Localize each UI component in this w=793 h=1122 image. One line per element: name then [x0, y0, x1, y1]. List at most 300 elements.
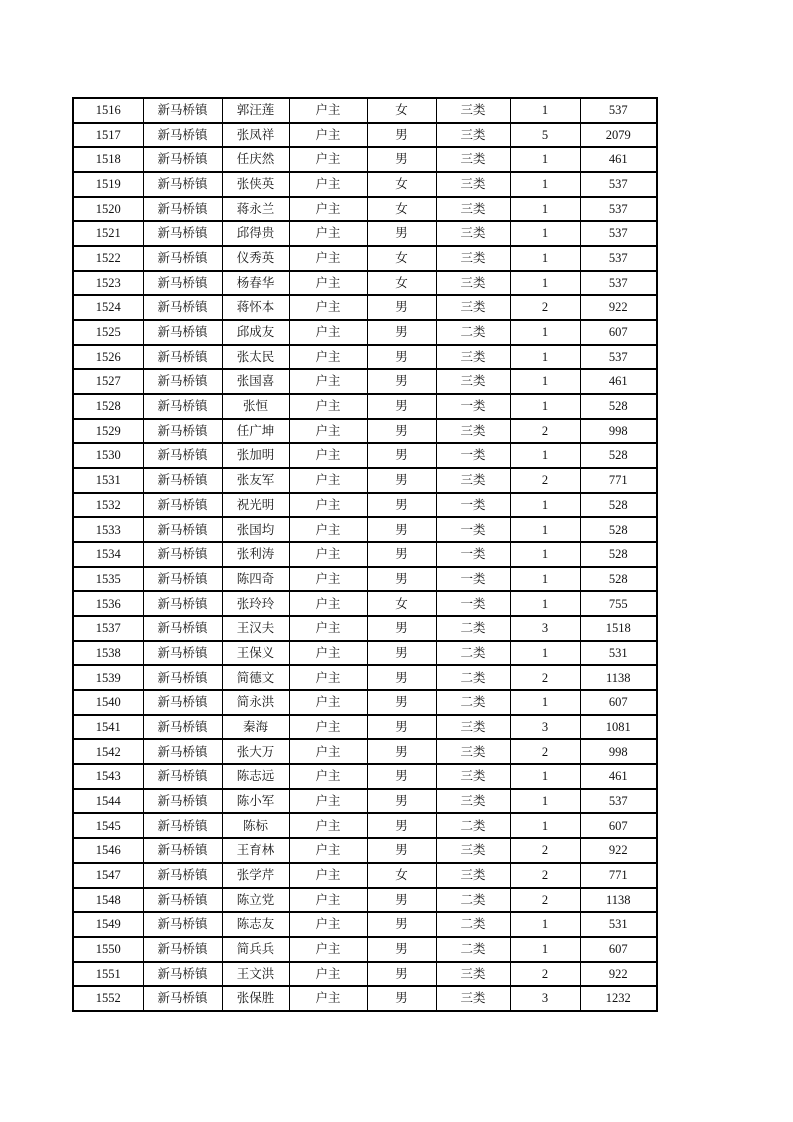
cell-count: 1 [510, 937, 580, 962]
cell-gender: 男 [367, 147, 436, 172]
cell-amount: 1081 [580, 715, 657, 740]
cell-category: 三类 [436, 369, 510, 394]
cell-amount: 771 [580, 863, 657, 888]
cell-town: 新马桥镇 [143, 912, 222, 937]
cell-town: 新马桥镇 [143, 937, 222, 962]
cell-name: 张玲玲 [222, 591, 289, 616]
cell-town: 新马桥镇 [143, 739, 222, 764]
cell-serial: 1529 [73, 419, 143, 444]
cell-gender: 男 [367, 542, 436, 567]
cell-name: 任广坤 [222, 419, 289, 444]
cell-relation: 户主 [289, 197, 367, 222]
cell-town: 新马桥镇 [143, 246, 222, 271]
cell-category: 三类 [436, 863, 510, 888]
cell-category: 三类 [436, 271, 510, 296]
cell-gender: 男 [367, 419, 436, 444]
cell-relation: 户主 [289, 616, 367, 641]
cell-serial: 1530 [73, 443, 143, 468]
cell-category: 三类 [436, 986, 510, 1011]
table-row [73, 147, 657, 172]
cell-category: 二类 [436, 665, 510, 690]
table-row [73, 443, 657, 468]
cell-count: 1 [510, 271, 580, 296]
cell-serial: 1535 [73, 567, 143, 592]
cell-category: 三类 [436, 468, 510, 493]
cell-gender: 男 [367, 517, 436, 542]
cell-serial: 1526 [73, 345, 143, 370]
cell-category: 二类 [436, 813, 510, 838]
cell-town: 新马桥镇 [143, 962, 222, 987]
cell-serial: 1527 [73, 369, 143, 394]
cell-amount: 461 [580, 764, 657, 789]
cell-relation: 户主 [289, 493, 367, 518]
cell-relation: 户主 [289, 665, 367, 690]
cell-name: 王保义 [222, 641, 289, 666]
cell-amount: 755 [580, 591, 657, 616]
cell-relation: 户主 [289, 320, 367, 345]
cell-category: 三类 [436, 962, 510, 987]
cell-serial: 1522 [73, 246, 143, 271]
cell-relation: 户主 [289, 912, 367, 937]
cell-amount: 1138 [580, 665, 657, 690]
cell-serial: 1545 [73, 813, 143, 838]
cell-relation: 户主 [289, 147, 367, 172]
cell-serial: 1517 [73, 123, 143, 148]
cell-category: 三类 [436, 246, 510, 271]
cell-category: 三类 [436, 739, 510, 764]
cell-gender: 男 [367, 986, 436, 1011]
table-row [73, 493, 657, 518]
cell-category: 三类 [436, 715, 510, 740]
cell-category: 一类 [436, 493, 510, 518]
cell-category: 一类 [436, 567, 510, 592]
cell-name: 张利涛 [222, 542, 289, 567]
cell-town: 新马桥镇 [143, 517, 222, 542]
table-row [73, 715, 657, 740]
cell-relation: 户主 [289, 468, 367, 493]
cell-serial: 1532 [73, 493, 143, 518]
cell-serial: 1539 [73, 665, 143, 690]
cell-name: 简永洪 [222, 690, 289, 715]
cell-gender: 男 [367, 912, 436, 937]
table-row [73, 863, 657, 888]
cell-amount: 537 [580, 271, 657, 296]
table-row [73, 369, 657, 394]
cell-name: 张大万 [222, 739, 289, 764]
cell-town: 新马桥镇 [143, 789, 222, 814]
cell-serial: 1544 [73, 789, 143, 814]
cell-name: 任庆然 [222, 147, 289, 172]
cell-gender: 男 [367, 295, 436, 320]
cell-amount: 528 [580, 443, 657, 468]
cell-town: 新马桥镇 [143, 419, 222, 444]
cell-count: 1 [510, 345, 580, 370]
household-table-body [73, 98, 657, 1011]
cell-category: 三类 [436, 98, 510, 123]
cell-gender: 女 [367, 863, 436, 888]
cell-town: 新马桥镇 [143, 690, 222, 715]
cell-relation: 户主 [289, 715, 367, 740]
cell-town: 新马桥镇 [143, 394, 222, 419]
cell-serial: 1523 [73, 271, 143, 296]
cell-category: 三类 [436, 838, 510, 863]
cell-gender: 男 [367, 567, 436, 592]
table-row [73, 320, 657, 345]
cell-count: 1 [510, 641, 580, 666]
cell-name: 杨春华 [222, 271, 289, 296]
cell-relation: 户主 [289, 172, 367, 197]
cell-amount: 531 [580, 912, 657, 937]
cell-name: 简兵兵 [222, 937, 289, 962]
cell-gender: 男 [367, 221, 436, 246]
cell-amount: 537 [580, 345, 657, 370]
cell-amount: 607 [580, 937, 657, 962]
cell-category: 二类 [436, 320, 510, 345]
cell-amount: 537 [580, 98, 657, 123]
cell-gender: 女 [367, 271, 436, 296]
cell-amount: 537 [580, 246, 657, 271]
cell-town: 新马桥镇 [143, 147, 222, 172]
cell-relation: 户主 [289, 542, 367, 567]
cell-count: 1 [510, 172, 580, 197]
cell-gender: 女 [367, 98, 436, 123]
cell-name: 陈志友 [222, 912, 289, 937]
cell-name: 张友军 [222, 468, 289, 493]
cell-relation: 户主 [289, 123, 367, 148]
cell-amount: 922 [580, 962, 657, 987]
cell-relation: 户主 [289, 98, 367, 123]
cell-count: 3 [510, 986, 580, 1011]
cell-gender: 男 [367, 715, 436, 740]
cell-serial: 1541 [73, 715, 143, 740]
cell-town: 新马桥镇 [143, 271, 222, 296]
cell-name: 张保胜 [222, 986, 289, 1011]
cell-town: 新马桥镇 [143, 641, 222, 666]
cell-relation: 户主 [289, 937, 367, 962]
cell-serial: 1552 [73, 986, 143, 1011]
cell-relation: 户主 [289, 295, 367, 320]
cell-count: 1 [510, 369, 580, 394]
cell-town: 新马桥镇 [143, 468, 222, 493]
cell-count: 1 [510, 443, 580, 468]
cell-count: 2 [510, 295, 580, 320]
cell-amount: 998 [580, 419, 657, 444]
cell-town: 新马桥镇 [143, 715, 222, 740]
cell-count: 2 [510, 468, 580, 493]
cell-amount: 1232 [580, 986, 657, 1011]
cell-relation: 户主 [289, 369, 367, 394]
table-row [73, 271, 657, 296]
cell-count: 1 [510, 567, 580, 592]
cell-serial: 1547 [73, 863, 143, 888]
table-row [73, 542, 657, 567]
cell-amount: 1138 [580, 888, 657, 913]
cell-town: 新马桥镇 [143, 888, 222, 913]
cell-serial: 1533 [73, 517, 143, 542]
cell-relation: 户主 [289, 888, 367, 913]
cell-category: 二类 [436, 937, 510, 962]
cell-relation: 户主 [289, 962, 367, 987]
cell-serial: 1550 [73, 937, 143, 962]
cell-category: 三类 [436, 221, 510, 246]
cell-amount: 537 [580, 221, 657, 246]
cell-serial: 1546 [73, 838, 143, 863]
table-row [73, 641, 657, 666]
cell-town: 新马桥镇 [143, 345, 222, 370]
cell-town: 新马桥镇 [143, 443, 222, 468]
cell-name: 陈志远 [222, 764, 289, 789]
table-row [73, 468, 657, 493]
cell-name: 张学芹 [222, 863, 289, 888]
table-row [73, 98, 657, 123]
cell-amount: 1518 [580, 616, 657, 641]
cell-town: 新马桥镇 [143, 838, 222, 863]
cell-relation: 户主 [289, 567, 367, 592]
cell-name: 张国喜 [222, 369, 289, 394]
table-row [73, 172, 657, 197]
table-row [73, 567, 657, 592]
table-row [73, 419, 657, 444]
cell-relation: 户主 [289, 443, 367, 468]
cell-name: 蒋永兰 [222, 197, 289, 222]
cell-amount: 537 [580, 789, 657, 814]
table-row [73, 394, 657, 419]
cell-count: 1 [510, 320, 580, 345]
cell-category: 三类 [436, 197, 510, 222]
cell-relation: 户主 [289, 838, 367, 863]
cell-count: 2 [510, 739, 580, 764]
cell-relation: 户主 [289, 271, 367, 296]
cell-category: 二类 [436, 912, 510, 937]
cell-count: 3 [510, 616, 580, 641]
cell-town: 新马桥镇 [143, 295, 222, 320]
cell-name: 张凤祥 [222, 123, 289, 148]
cell-town: 新马桥镇 [143, 616, 222, 641]
cell-relation: 户主 [289, 789, 367, 814]
cell-count: 1 [510, 394, 580, 419]
cell-gender: 女 [367, 591, 436, 616]
cell-relation: 户主 [289, 739, 367, 764]
cell-town: 新马桥镇 [143, 123, 222, 148]
cell-serial: 1518 [73, 147, 143, 172]
cell-town: 新马桥镇 [143, 369, 222, 394]
table-row [73, 912, 657, 937]
table-row [73, 591, 657, 616]
cell-category: 三类 [436, 295, 510, 320]
cell-count: 1 [510, 493, 580, 518]
cell-count: 1 [510, 517, 580, 542]
cell-count: 2 [510, 665, 580, 690]
cell-town: 新马桥镇 [143, 320, 222, 345]
cell-name: 简德文 [222, 665, 289, 690]
cell-count: 1 [510, 591, 580, 616]
cell-relation: 户主 [289, 591, 367, 616]
cell-name: 张太民 [222, 345, 289, 370]
cell-relation: 户主 [289, 419, 367, 444]
cell-town: 新马桥镇 [143, 764, 222, 789]
cell-relation: 户主 [289, 394, 367, 419]
cell-count: 5 [510, 123, 580, 148]
table-row [73, 665, 657, 690]
cell-count: 1 [510, 789, 580, 814]
cell-count: 1 [510, 690, 580, 715]
table-row [73, 221, 657, 246]
cell-serial: 1521 [73, 221, 143, 246]
cell-gender: 男 [367, 616, 436, 641]
cell-amount: 998 [580, 739, 657, 764]
cell-category: 三类 [436, 789, 510, 814]
cell-amount: 607 [580, 690, 657, 715]
cell-count: 1 [510, 813, 580, 838]
table-row [73, 197, 657, 222]
cell-serial: 1524 [73, 295, 143, 320]
cell-name: 陈四奇 [222, 567, 289, 592]
cell-serial: 1542 [73, 739, 143, 764]
cell-amount: 528 [580, 517, 657, 542]
cell-name: 王汉夫 [222, 616, 289, 641]
cell-amount: 607 [580, 813, 657, 838]
cell-gender: 男 [367, 443, 436, 468]
cell-amount: 922 [580, 838, 657, 863]
cell-town: 新马桥镇 [143, 813, 222, 838]
table-row [73, 986, 657, 1011]
table-row [73, 690, 657, 715]
cell-relation: 户主 [289, 764, 367, 789]
cell-category: 三类 [436, 123, 510, 148]
cell-count: 1 [510, 542, 580, 567]
cell-amount: 771 [580, 468, 657, 493]
cell-town: 新马桥镇 [143, 197, 222, 222]
cell-gender: 女 [367, 172, 436, 197]
cell-name: 张加明 [222, 443, 289, 468]
cell-name: 邱成友 [222, 320, 289, 345]
cell-gender: 男 [367, 690, 436, 715]
cell-name: 秦海 [222, 715, 289, 740]
cell-relation: 户主 [289, 221, 367, 246]
cell-count: 3 [510, 715, 580, 740]
cell-relation: 户主 [289, 690, 367, 715]
cell-serial: 1525 [73, 320, 143, 345]
cell-amount: 528 [580, 493, 657, 518]
cell-town: 新马桥镇 [143, 542, 222, 567]
cell-amount: 2079 [580, 123, 657, 148]
cell-name: 陈标 [222, 813, 289, 838]
cell-category: 二类 [436, 641, 510, 666]
cell-count: 1 [510, 764, 580, 789]
table-row [73, 937, 657, 962]
cell-category: 三类 [436, 172, 510, 197]
cell-relation: 户主 [289, 641, 367, 666]
table-row [73, 962, 657, 987]
table-row [73, 246, 657, 271]
cell-name: 仪秀英 [222, 246, 289, 271]
cell-name: 张国均 [222, 517, 289, 542]
cell-gender: 男 [367, 962, 436, 987]
cell-category: 一类 [436, 517, 510, 542]
cell-gender: 男 [367, 665, 436, 690]
table-row [73, 764, 657, 789]
cell-gender: 男 [367, 468, 436, 493]
cell-category: 一类 [436, 542, 510, 567]
cell-gender: 男 [367, 320, 436, 345]
table-row [73, 838, 657, 863]
cell-town: 新马桥镇 [143, 591, 222, 616]
cell-gender: 女 [367, 246, 436, 271]
cell-name: 郭汪莲 [222, 98, 289, 123]
cell-town: 新马桥镇 [143, 172, 222, 197]
cell-gender: 男 [367, 493, 436, 518]
cell-gender: 男 [367, 345, 436, 370]
household-table [72, 97, 658, 1012]
cell-count: 1 [510, 246, 580, 271]
cell-serial: 1540 [73, 690, 143, 715]
table-row [73, 345, 657, 370]
cell-amount: 922 [580, 295, 657, 320]
cell-gender: 男 [367, 123, 436, 148]
cell-town: 新马桥镇 [143, 665, 222, 690]
cell-category: 一类 [436, 443, 510, 468]
cell-serial: 1543 [73, 764, 143, 789]
cell-relation: 户主 [289, 863, 367, 888]
cell-count: 1 [510, 912, 580, 937]
cell-serial: 1534 [73, 542, 143, 567]
cell-amount: 531 [580, 641, 657, 666]
cell-count: 1 [510, 98, 580, 123]
cell-amount: 537 [580, 197, 657, 222]
cell-gender: 男 [367, 369, 436, 394]
cell-gender: 男 [367, 739, 436, 764]
cell-category: 三类 [436, 147, 510, 172]
cell-town: 新马桥镇 [143, 567, 222, 592]
cell-count: 1 [510, 221, 580, 246]
cell-relation: 户主 [289, 517, 367, 542]
cell-amount: 528 [580, 567, 657, 592]
table-row [73, 789, 657, 814]
cell-town: 新马桥镇 [143, 863, 222, 888]
cell-category: 三类 [436, 419, 510, 444]
cell-gender: 男 [367, 789, 436, 814]
cell-category: 一类 [436, 591, 510, 616]
cell-relation: 户主 [289, 813, 367, 838]
table-row [73, 295, 657, 320]
cell-count: 2 [510, 838, 580, 863]
cell-category: 二类 [436, 690, 510, 715]
cell-gender: 女 [367, 197, 436, 222]
cell-serial: 1528 [73, 394, 143, 419]
cell-count: 2 [510, 419, 580, 444]
cell-count: 2 [510, 863, 580, 888]
cell-amount: 607 [580, 320, 657, 345]
cell-name: 王文洪 [222, 962, 289, 987]
cell-name: 蒋怀本 [222, 295, 289, 320]
cell-relation: 户主 [289, 345, 367, 370]
table-row [73, 888, 657, 913]
cell-amount: 537 [580, 172, 657, 197]
cell-count: 2 [510, 888, 580, 913]
cell-name: 张恒 [222, 394, 289, 419]
cell-category: 二类 [436, 888, 510, 913]
cell-gender: 男 [367, 641, 436, 666]
cell-serial: 1537 [73, 616, 143, 641]
cell-gender: 男 [367, 394, 436, 419]
cell-town: 新马桥镇 [143, 221, 222, 246]
cell-serial: 1516 [73, 98, 143, 123]
table-row [73, 616, 657, 641]
cell-gender: 男 [367, 937, 436, 962]
cell-name: 祝光明 [222, 493, 289, 518]
cell-gender: 男 [367, 888, 436, 913]
cell-serial: 1551 [73, 962, 143, 987]
